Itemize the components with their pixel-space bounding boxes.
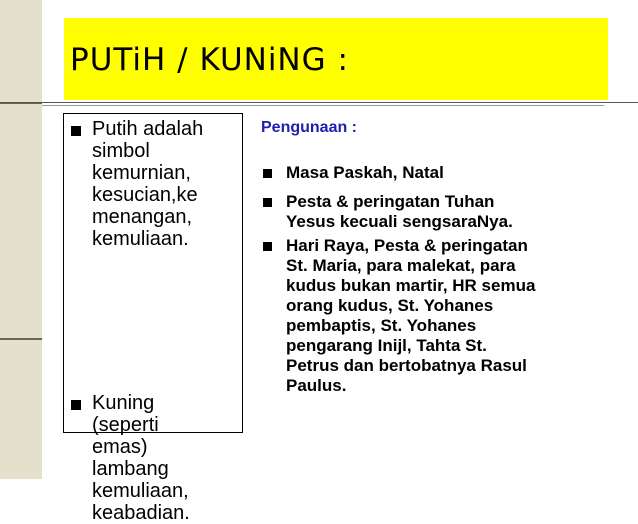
list-item — [64, 118, 244, 250]
title-rule — [0, 102, 638, 103]
slide-title: PUTiH / KUNiNG : — [70, 42, 349, 78]
usage-heading: Pengunaan : — [261, 119, 358, 136]
square-bullet-icon — [71, 126, 81, 136]
color-meaning-box — [63, 113, 243, 524]
list-item — [261, 163, 606, 183]
square-bullet-icon — [71, 400, 81, 410]
list-item — [64, 392, 244, 524]
list-item-text: Pesta & peringatan Tuhan Yesus kecuali sengsaraNya. — [286, 192, 513, 231]
list-item-text: Kuning (seperti emas) lambang kemuliaan, keabadian. — [92, 392, 190, 524]
square-bullet-icon — [263, 242, 272, 251]
square-bullet-icon — [263, 169, 272, 178]
list-item-text: Putih adalah simbol kemurnian, kesucian,ke menangan, kemuliaan. — [92, 118, 204, 250]
strip-divider — [0, 338, 42, 340]
list-item — [261, 192, 606, 232]
left-decorative-strip — [0, 0, 42, 479]
color-meaning-list — [64, 114, 244, 524]
list-item — [261, 236, 606, 396]
square-bullet-icon — [263, 198, 272, 207]
list-item-text: Hari Raya, Pesta & peringatan St. Maria, para malekat, para kudus bukan martir, HR semua orang kudus, St. Yohanes pembaptis, St. Yohanes pengarang Inijl, Tahta St. Petrus dan bertobatnya Rasul Paulus. — [286, 236, 536, 395]
list-item-text: Masa Paskah, Natal — [286, 163, 444, 182]
title-rule-secondary — [42, 105, 604, 106]
